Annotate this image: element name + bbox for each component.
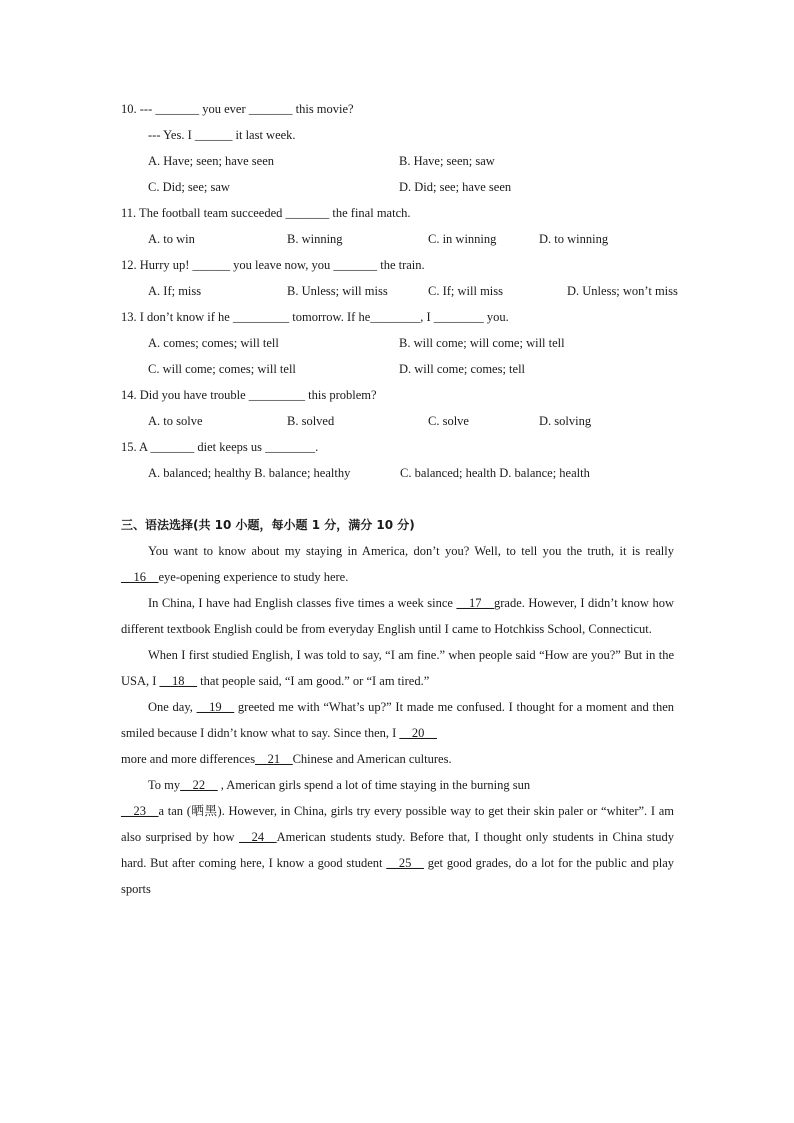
blank-23: __23__ (121, 804, 159, 818)
question-12-option-b: B. Unless; will miss (287, 284, 388, 298)
question-14-option-b: B. solved (287, 414, 335, 428)
blank-19: __19__ (196, 700, 235, 714)
question-13-option-d: D. will come; comes; tell (399, 362, 526, 376)
passage-text: To my (148, 778, 181, 792)
passage-text: , American girls spend a lot of time staying in the burning sun (217, 778, 531, 792)
question-10-option-a: A. Have; seen; have seen (148, 154, 274, 168)
question-15-options-cd: C. balanced; health D. balance; health (400, 466, 590, 480)
question-12-option-d: D. Unless; won’t miss (567, 284, 678, 298)
passage-paragraph-1 (121, 538, 674, 590)
passage-text: Chinese and American cultures. (292, 752, 452, 766)
question-11-option-b: B. winning (287, 232, 343, 246)
question-12-option-c: C. If; will miss (428, 284, 504, 298)
passage (121, 538, 674, 902)
passage-text: a tan (晒黑). However, in China, girls try every possible way to get their skin paler or “whiter”. I am also surprised by how (121, 804, 674, 844)
question-10-option-b: B. Have; seen; saw (399, 154, 495, 168)
question-11-option-c: C. in winning (428, 232, 497, 246)
passage-paragraph-5 (121, 772, 674, 798)
question-14-option-a: A. to solve (148, 414, 203, 428)
blank-21: __21__ (255, 752, 293, 766)
passage-text: more and more differences (121, 752, 256, 766)
question-12-stem: 12. Hurry up! ______ you leave now, you _______ the train. (121, 258, 425, 272)
passage-paragraph-4-cont (121, 746, 674, 772)
blank-22: __22__ (180, 778, 218, 792)
blank-17: __17__ (456, 596, 494, 610)
question-14-option-d: D. solving (539, 414, 592, 428)
passage-paragraph-2 (121, 590, 674, 642)
question-11-option-d: D. to winning (539, 232, 609, 246)
blank-25: __25__ (386, 856, 424, 870)
blank-20: __20__ (399, 726, 437, 740)
section-heading: 三、语法选择(共 10 小题，每小题 1 分，满分 10 分) (121, 518, 415, 532)
passage-text: One day, (148, 700, 197, 714)
question-10-stem: 10. --- _______ you ever _______ this movie? (121, 102, 354, 116)
blank-18: __18__ (159, 674, 198, 688)
question-10-option-d: D. Did; see; have seen (399, 180, 512, 194)
question-13-option-a: A. comes; comes; will tell (148, 336, 279, 350)
question-14-option-c: C. solve (428, 414, 469, 428)
question-12-option-a: A. If; miss (148, 284, 202, 298)
passage-text: When I first studied English, I was told to say, “I am fine.” when people said “How are you?” But in the USA, I (121, 648, 674, 688)
passage-text: greeted me with “What’s up?” It made me confused. I thought for a moment and then smiled because I didn’t know what to say. Since then, I (121, 700, 675, 740)
passage-text: American students study. Before that, I thought only students in China study hard. But after coming here, I know a good student (121, 830, 674, 870)
passage-text: eye-opening experience to study here. (158, 570, 349, 584)
passage-paragraph-5-cont (121, 798, 674, 902)
question-14-stem: 14. Did you have trouble _________ this problem? (121, 388, 377, 402)
blank-16: __16__ (121, 570, 159, 584)
passage-paragraph-3 (121, 642, 674, 694)
question-11-option-a: A. to win (148, 232, 195, 246)
passage-text: grade. However, I didn’t know how different textbook English could be from everyday English until I came to Hotchkiss School, Connecticut. (121, 596, 675, 636)
passage-text: In China, I have had English classes five times a week since (148, 596, 457, 610)
question-15-stem: 15. A _______ diet keeps us ________. (121, 440, 319, 454)
question-15-options-ab: A. balanced; healthy B. balance; healthy (148, 466, 351, 480)
passage-text: You want to know about my staying in America, don’t you? Well, to tell you the truth, it is really (148, 544, 674, 558)
question-13-stem: 13. I don’t know if he _________ tomorrow. If he________, I ________ you. (121, 310, 509, 324)
question-10-option-c: C. Did; see; saw (148, 180, 230, 194)
passage-text: get good grades, do a lot for the public and play sports (121, 856, 674, 896)
question-10-stem-reply: --- Yes. I ______ it last week. (148, 128, 296, 142)
question-11-stem: 11. The football team succeeded _______ the final match. (121, 206, 411, 220)
blank-24: __24__ (239, 830, 277, 844)
question-13-option-c: C. will come; comes; will tell (148, 362, 296, 376)
passage-text: that people said, “I am good.” or “I am tired.” (197, 674, 430, 688)
passage-paragraph-4 (121, 694, 674, 746)
question-13-option-b: B. will come; will come; will tell (399, 336, 565, 350)
